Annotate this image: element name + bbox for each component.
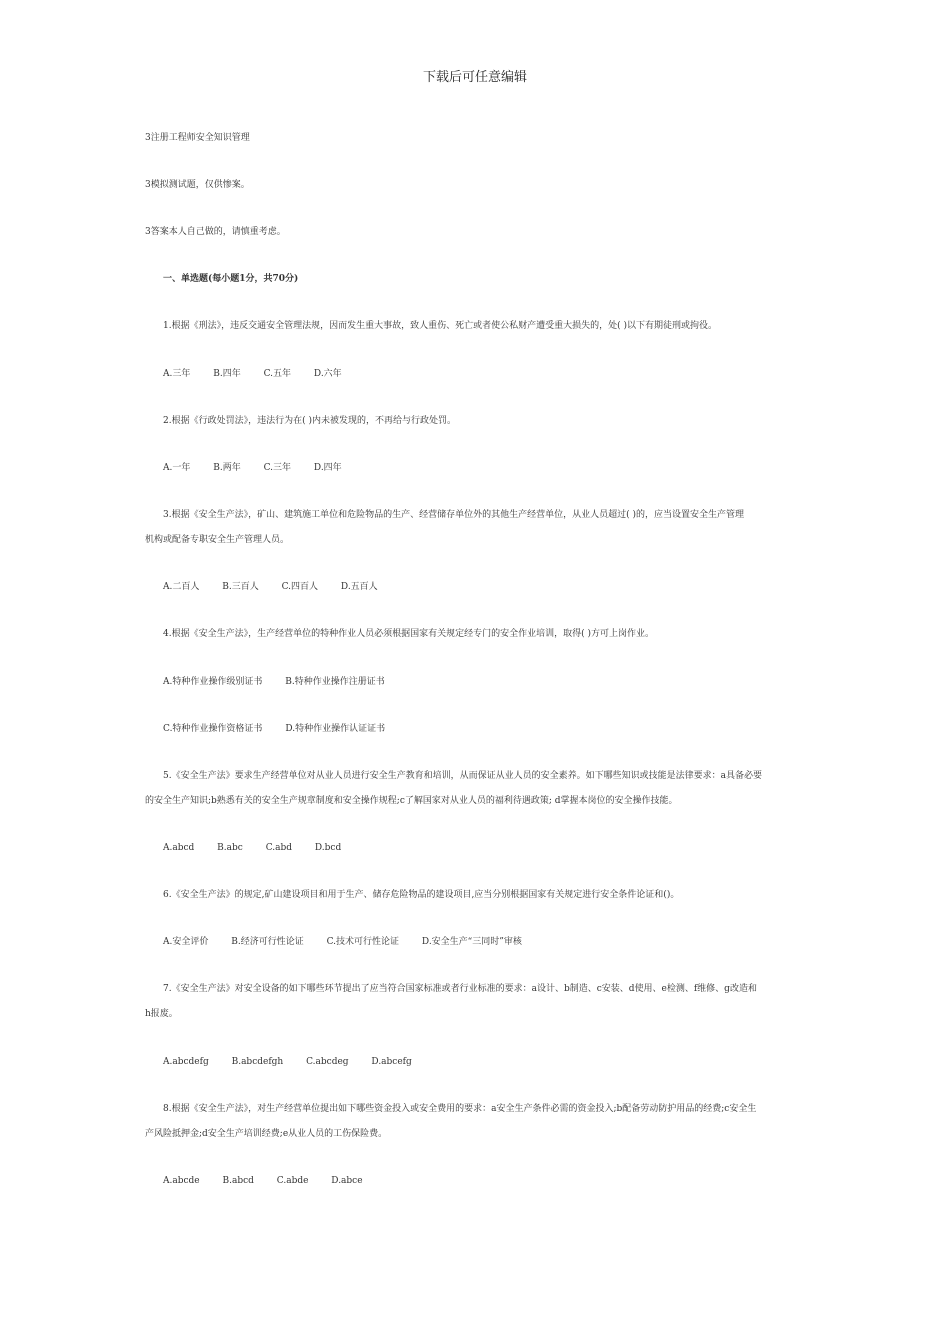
question-1-text: 1.根据《刑法》，违反交通安全管理法规，因而发生重大事故，致人重伤、死亡或者使公私财产遭受重大损失的，处( )以下有期徒刑或拘役。 — [163, 321, 717, 331]
option-b: B.四年 — [213, 369, 241, 379]
question-5-text-cont: 的安全生产知识;b熟悉有关的安全生产规章制度和安全操作规程;c了解国家对从业人员的福利待遇政策; d掌握本岗位的安全操作技能。 — [145, 796, 678, 806]
option-d: D.六年 — [313, 369, 342, 379]
option-b: B.abcd — [222, 1176, 254, 1186]
option-b: B.经济可行性论证 — [231, 937, 304, 947]
question-2-options — [163, 462, 362, 474]
option-d: D.abce — [331, 1176, 363, 1186]
intro-line: 3模拟测试题，仅供惨案。 — [145, 180, 250, 190]
question-5-text: 5.《安全生产法》要求生产经营单位对从业人员进行安全生产教育和培训，从而保证从业人员的安全素养。如下哪些知识或技能是法律要求：a具备必要 — [163, 771, 762, 781]
option-d: D.abcefg — [371, 1057, 412, 1067]
option-b: B.两年 — [213, 463, 241, 473]
question-7-options — [163, 1056, 432, 1068]
option-c: C.五年 — [263, 369, 292, 379]
question-4-options-row-2 — [163, 723, 405, 735]
option-b: B.特种作业操作注册证书 — [285, 677, 385, 687]
question-7-text-cont: h报废。 — [145, 1009, 178, 1019]
section-title: 一、单选题(每小题1分，共70分) — [163, 274, 299, 284]
question-1-options — [163, 368, 362, 380]
option-a: A.abcd — [163, 843, 195, 853]
option-d: D.bcd — [314, 843, 342, 853]
option-b: B.abcdefgh — [231, 1057, 284, 1067]
option-d: D.特种作业操作认证证书 — [285, 724, 386, 734]
option-c: C.技术可行性论证 — [326, 937, 400, 947]
option-a: A.abcde — [163, 1176, 200, 1186]
option-a: A.二百人 — [163, 582, 200, 592]
question-5-options — [163, 842, 361, 854]
option-b: B.三百人 — [222, 582, 259, 592]
option-c: C.特种作业操作资格证书 — [163, 724, 263, 734]
page-header-title: 下载后可任意编辑 — [422, 70, 527, 85]
option-c: C.abde — [276, 1176, 309, 1186]
question-7-text: 7.《安全生产法》对安全设备的如下哪些环节提出了应当符合国家标准或者行业标准的要求：a设计、b制造、c安装、d使用、e检测、f维修、g改造和 — [163, 984, 757, 994]
option-d: D.安全生产“三同时”审核 — [421, 937, 522, 947]
option-c: C.三年 — [263, 463, 292, 473]
question-4-text: 4.根据《安全生产法》，生产经营单位的特种作业人员必须根据国家有关规定经专门的安全作业培训，取得( )方可上岗作业。 — [163, 629, 654, 639]
question-3-text: 3.根据《安全生产法》，矿山、建筑施工单位和危险物品的生产、经营储存单位外的其他生产经营单位，从业人员超过( )的，应当设置安全生产管理 — [163, 510, 744, 520]
question-6-text: 6.《安全生产法》的规定,矿山建设项目和用于生产、储存危险物品的建设项目,应当分别根据国家有关规定进行安全条件论证和()。 — [163, 890, 680, 900]
option-b: B.abc — [217, 843, 243, 853]
option-d: D.四年 — [313, 463, 342, 473]
option-a: A.特种作业操作级别证书 — [163, 677, 263, 687]
question-6-options — [163, 936, 542, 948]
question-8-text: 8.根据《安全生产法》，对生产经营单位提出如下哪些资金投入或安全费用的要求：a安全生产条件必需的资金投入;b配备劳动防护用品的经费;c安全生 — [163, 1104, 757, 1114]
question-4-options-row-1 — [163, 676, 405, 688]
option-c: C.四百人 — [281, 582, 319, 592]
option-d: D.五百人 — [340, 582, 378, 592]
question-3-options — [163, 581, 398, 593]
option-a: A.一年 — [163, 463, 191, 473]
option-c: C.abcdeg — [306, 1057, 349, 1067]
option-a: A.安全评价 — [163, 937, 209, 947]
option-a: A.abcdefg — [163, 1057, 209, 1067]
intro-line: 3注册工程师安全知识管理 — [145, 133, 250, 143]
question-3-text-cont: 机构或配备专职安全生产管理人员。 — [145, 535, 290, 545]
intro-line: 3答案本人自己做的，请慎重考虑。 — [145, 227, 286, 237]
question-8-options — [163, 1175, 383, 1187]
option-a: A.三年 — [163, 369, 191, 379]
option-c: C.abd — [265, 843, 293, 853]
question-8-text-cont: 产风险抵押金;d安全生产培训经费;e从业人员的工伤保险费。 — [145, 1129, 388, 1139]
question-2-text: 2.根据《行政处罚法》，违法行为在( )内未被发现的，不再给与行政处罚。 — [163, 416, 456, 426]
